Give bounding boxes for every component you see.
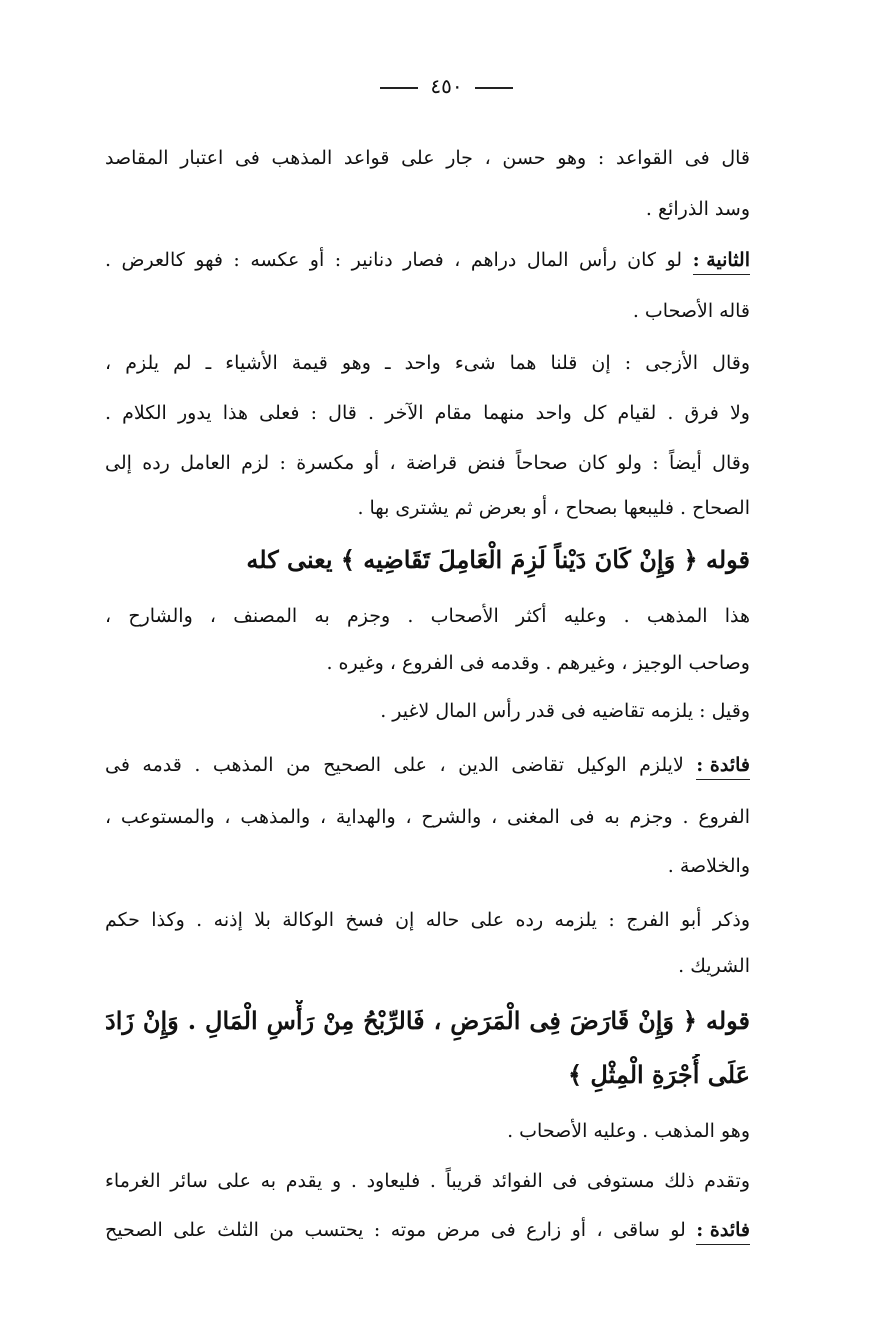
text-line: وتقدم ذلك مستوفى فى الفوائد قريباً . فليعاود . و يقدم به على سائر الغرماء <box>105 1170 750 1192</box>
quoted-heading: عَلَى أُجْرَةِ الْمِثْلِ ﴾ <box>568 1060 750 1089</box>
text-line: الصحاح . فليبعها بصحاح ، أو بعرض ثم يشترى بها . <box>357 497 750 519</box>
text-line: وذكر أبو الفرج : يلزمه رده على حاله إن فسخ الوكالة بلا إذنه . وكذا حكم <box>105 909 750 931</box>
text-line: وهو المذهب . وعليه الأصحاب . <box>507 1120 750 1142</box>
text-line: وقال الأزجى : إن قلنا هما شىء واحد ـ وهو قيمة الأشياء ـ لم يلزم ، <box>105 352 750 374</box>
text-line: ولا فرق . لقيام كل واحد منهما مقام الآخر . قال : فعلى هذا يدور الكلام . <box>105 402 750 424</box>
text-line: فائدة : لايلزم الوكيل تقاضى الدين ، على الصحيح من المذهب . قدمه فى <box>105 748 750 782</box>
section-label: الثانية : <box>693 246 750 275</box>
text-line: وصاحب الوجيز ، وغيرهم . وقدمه فى الفروع ، وغيره . <box>326 652 750 674</box>
text-line: فائدة : لو ساقى ، أو زارع فى مرض موته : يحتسب من الثلث على الصحيح <box>105 1213 750 1247</box>
text-line: وسد الذرائع . <box>645 198 750 220</box>
quoted-heading: قوله ﴿ وَإِنْ كَانَ دَيْناً لَزِمَ الْعَامِلَ تَقَاضِيه ﴾ يعنى كله <box>246 545 750 574</box>
section-label: فائدة : <box>696 751 750 780</box>
text-line: قاله الأصحاب . <box>632 300 750 322</box>
header-dash-right <box>380 87 418 89</box>
quoted-heading: قوله ﴿ وَإِنْ قَارَضَ فِى الْمَرَضِ ، فَالرِّبْحُ مِنْ رَأْسِ الْمَالِ . وَإِنْ زَادَ <box>105 1006 750 1035</box>
section-label: فائدة : <box>696 1216 750 1245</box>
text-line: هذا المذهب . وعليه أكثر الأصحاب . وجزم به المصنف ، والشارح ، <box>105 605 750 627</box>
text-line: قال فى القواعد : وهو حسن ، جار على قواعد المذهب فى اعتبار المقاصد <box>105 147 750 169</box>
text-line: والخلاصة . <box>667 855 750 877</box>
text-line: الفروع . وجزم به فى المغنى ، والشرح ، والهداية ، والمذهب ، والمستوعب ، <box>105 806 750 828</box>
page-number: ٤٥٠ <box>430 74 463 98</box>
text-line: الثانية : لو كان رأس المال دراهم ، فصار دنانير : أو عكسه : فهو كالعرض . <box>105 243 750 277</box>
text-line: الشريك . <box>678 955 750 977</box>
page-header <box>0 74 893 104</box>
header-dash-left <box>475 87 513 89</box>
text-line: وقيل : يلزمه تقاضيه فى قدر رأس المال لاغير . <box>380 700 750 722</box>
text-line: وقال أيضاً : ولو كان صحاحاً فنض قراضة ، أو مكسرة : لزم العامل رده إلى <box>105 452 750 474</box>
